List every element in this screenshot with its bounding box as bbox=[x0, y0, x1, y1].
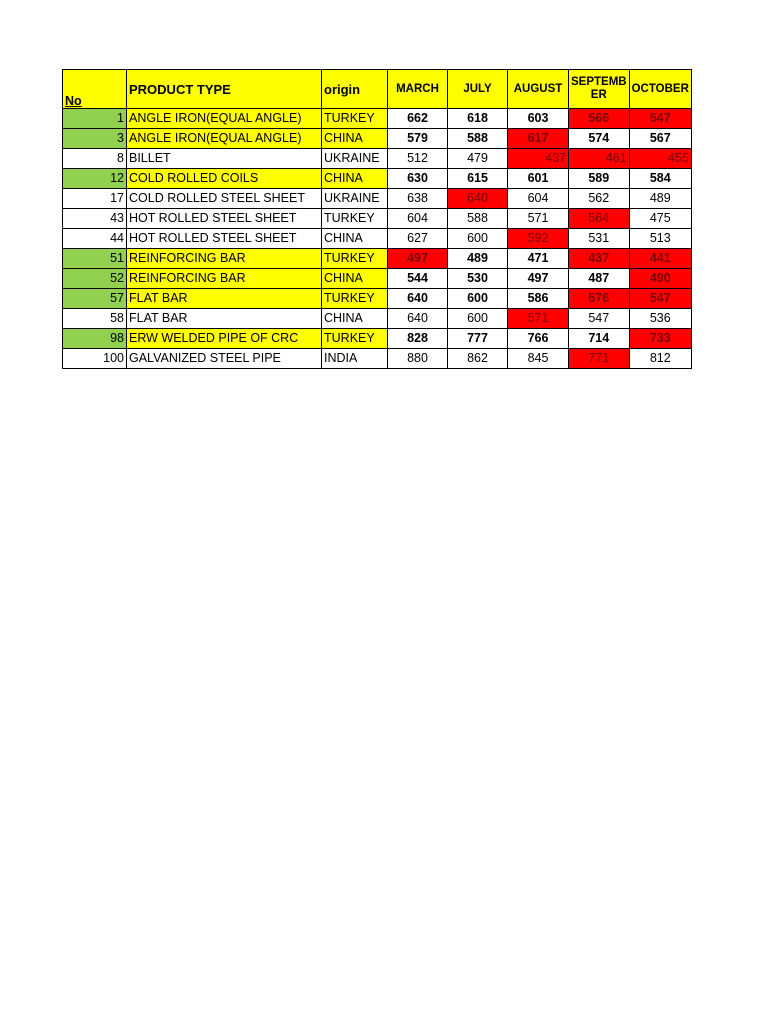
cell-value: 603 bbox=[508, 109, 569, 129]
cell-origin: CHINA bbox=[322, 309, 388, 329]
cell-value: 531 bbox=[569, 229, 630, 249]
cell-value: 640 bbox=[388, 289, 448, 309]
cell-value: 812 bbox=[629, 349, 691, 369]
cell-no: 1 bbox=[63, 109, 127, 129]
cell-value: 547 bbox=[629, 109, 691, 129]
cell-origin: UKRAINE bbox=[322, 149, 388, 169]
cell-value: 536 bbox=[629, 309, 691, 329]
cell-value: 600 bbox=[448, 289, 508, 309]
cell-value: 627 bbox=[388, 229, 448, 249]
cell-value: 487 bbox=[569, 269, 630, 289]
cell-value: 845 bbox=[508, 349, 569, 369]
header-origin: origin bbox=[322, 70, 388, 109]
cell-value: 579 bbox=[388, 129, 448, 149]
cell-product-type: REINFORCING BAR bbox=[127, 269, 322, 289]
table-row bbox=[63, 329, 692, 349]
cell-no: 43 bbox=[63, 209, 127, 229]
cell-value: 733 bbox=[629, 329, 691, 349]
header-month: JULY bbox=[448, 70, 508, 109]
cell-value: 617 bbox=[508, 129, 569, 149]
header-row bbox=[63, 70, 692, 109]
cell-value: 589 bbox=[569, 169, 630, 189]
cell-value: 489 bbox=[448, 249, 508, 269]
cell-no: 98 bbox=[63, 329, 127, 349]
cell-value: 437 bbox=[569, 249, 630, 269]
cell-value: 574 bbox=[569, 129, 630, 149]
cell-value: 604 bbox=[508, 189, 569, 209]
cell-value: 604 bbox=[388, 209, 448, 229]
cell-value: 567 bbox=[629, 129, 691, 149]
cell-product-type: HOT ROLLED STEEL SHEET bbox=[127, 209, 322, 229]
cell-value: 662 bbox=[388, 109, 448, 129]
cell-value: 497 bbox=[388, 249, 448, 269]
cell-product-type: ERW WELDED PIPE OF CRC bbox=[127, 329, 322, 349]
cell-origin: TURKEY bbox=[322, 109, 388, 129]
cell-origin: TURKEY bbox=[322, 209, 388, 229]
cell-value: 600 bbox=[448, 229, 508, 249]
cell-value: 547 bbox=[569, 309, 630, 329]
table-row bbox=[63, 169, 692, 189]
cell-origin: TURKEY bbox=[322, 289, 388, 309]
cell-no: 12 bbox=[63, 169, 127, 189]
cell-value: 576 bbox=[569, 289, 630, 309]
table-row bbox=[63, 289, 692, 309]
cell-no: 57 bbox=[63, 289, 127, 309]
cell-value: 544 bbox=[388, 269, 448, 289]
cell-value: 461 bbox=[569, 149, 630, 169]
cell-no: 3 bbox=[63, 129, 127, 149]
cell-value: 571 bbox=[508, 309, 569, 329]
table-row bbox=[63, 129, 692, 149]
cell-value: 588 bbox=[448, 129, 508, 149]
cell-value: 497 bbox=[508, 269, 569, 289]
cell-value: 437 bbox=[508, 149, 569, 169]
cell-value: 512 bbox=[388, 149, 448, 169]
cell-value: 490 bbox=[629, 269, 691, 289]
cell-origin: CHINA bbox=[322, 269, 388, 289]
cell-product-type: GALVANIZED STEEL PIPE bbox=[127, 349, 322, 369]
cell-value: 588 bbox=[448, 209, 508, 229]
table-row bbox=[63, 309, 692, 329]
cell-value: 600 bbox=[448, 309, 508, 329]
cell-value: 441 bbox=[629, 249, 691, 269]
cell-origin: CHINA bbox=[322, 129, 388, 149]
cell-origin: CHINA bbox=[322, 229, 388, 249]
cell-value: 592 bbox=[508, 229, 569, 249]
cell-origin: CHINA bbox=[322, 169, 388, 189]
table-row bbox=[63, 229, 692, 249]
cell-no: 8 bbox=[63, 149, 127, 169]
cell-value: 566 bbox=[569, 109, 630, 129]
cell-value: 771 bbox=[569, 349, 630, 369]
cell-value: 777 bbox=[448, 329, 508, 349]
cell-product-type: HOT ROLLED STEEL SHEET bbox=[127, 229, 322, 249]
cell-origin: UKRAINE bbox=[322, 189, 388, 209]
cell-origin: TURKEY bbox=[322, 329, 388, 349]
cell-value: 562 bbox=[569, 189, 630, 209]
price-table bbox=[62, 69, 692, 369]
cell-product-type: ANGLE IRON(EQUAL ANGLE) bbox=[127, 109, 322, 129]
header-no: No bbox=[63, 70, 127, 109]
header-month: MARCH bbox=[388, 70, 448, 109]
header-month: AUGUST bbox=[508, 70, 569, 109]
cell-value: 880 bbox=[388, 349, 448, 369]
cell-product-type: COLD ROLLED COILS bbox=[127, 169, 322, 189]
cell-product-type: FLAT BAR bbox=[127, 309, 322, 329]
cell-value: 479 bbox=[448, 149, 508, 169]
cell-value: 564 bbox=[569, 209, 630, 229]
cell-value: 828 bbox=[388, 329, 448, 349]
cell-origin: TURKEY bbox=[322, 249, 388, 269]
table-row bbox=[63, 189, 692, 209]
cell-value: 586 bbox=[508, 289, 569, 309]
cell-value: 630 bbox=[388, 169, 448, 189]
table-row bbox=[63, 349, 692, 369]
cell-no: 17 bbox=[63, 189, 127, 209]
cell-value: 638 bbox=[388, 189, 448, 209]
cell-value: 530 bbox=[448, 269, 508, 289]
cell-value: 862 bbox=[448, 349, 508, 369]
cell-value: 455 bbox=[629, 149, 691, 169]
header-month: OCTOBER bbox=[629, 70, 691, 109]
cell-value: 489 bbox=[629, 189, 691, 209]
cell-value: 513 bbox=[629, 229, 691, 249]
cell-value: 615 bbox=[448, 169, 508, 189]
cell-value: 618 bbox=[448, 109, 508, 129]
cell-value: 766 bbox=[508, 329, 569, 349]
cell-value: 475 bbox=[629, 209, 691, 229]
cell-product-type: ANGLE IRON(EQUAL ANGLE) bbox=[127, 129, 322, 149]
cell-value: 471 bbox=[508, 249, 569, 269]
table-row bbox=[63, 109, 692, 129]
cell-no: 44 bbox=[63, 229, 127, 249]
cell-value: 571 bbox=[508, 209, 569, 229]
cell-no: 58 bbox=[63, 309, 127, 329]
table-row bbox=[63, 249, 692, 269]
cell-product-type: BILLET bbox=[127, 149, 322, 169]
cell-origin: INDIA bbox=[322, 349, 388, 369]
table-row bbox=[63, 269, 692, 289]
cell-value: 601 bbox=[508, 169, 569, 189]
cell-value: 640 bbox=[448, 189, 508, 209]
cell-value: 584 bbox=[629, 169, 691, 189]
cell-no: 100 bbox=[63, 349, 127, 369]
cell-no: 52 bbox=[63, 269, 127, 289]
header-product-type: PRODUCT TYPE bbox=[127, 70, 322, 109]
cell-no: 51 bbox=[63, 249, 127, 269]
cell-product-type: FLAT BAR bbox=[127, 289, 322, 309]
cell-product-type: COLD ROLLED STEEL SHEET bbox=[127, 189, 322, 209]
table-row bbox=[63, 149, 692, 169]
cell-value: 640 bbox=[388, 309, 448, 329]
header-month: SEPTEMB ER bbox=[569, 70, 630, 109]
cell-value: 547 bbox=[629, 289, 691, 309]
cell-product-type: REINFORCING BAR bbox=[127, 249, 322, 269]
cell-value: 714 bbox=[569, 329, 630, 349]
table-row bbox=[63, 209, 692, 229]
